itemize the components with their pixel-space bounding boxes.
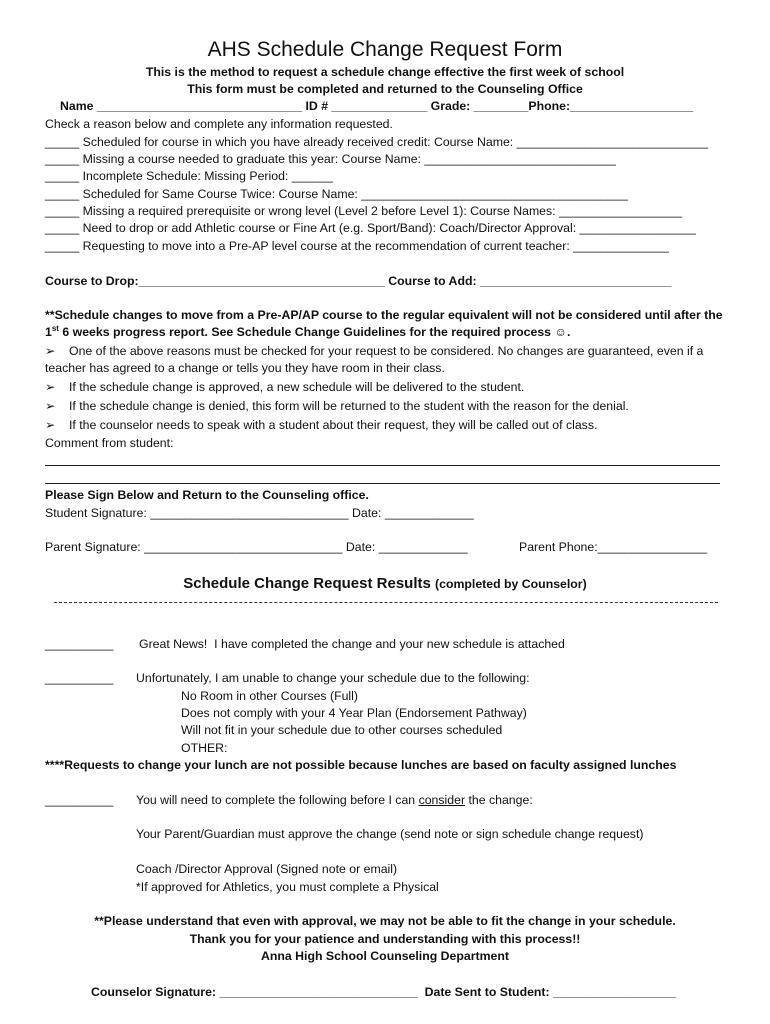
footer-note: **Please understand that even with approval, we may not be able to fit the change in your schedule. (94, 914, 676, 928)
reasons-instruction: Check a reason below and complete any information requested. (45, 117, 393, 131)
reason-item[interactable]: _____ Need to drop or add Athletic course or Fine Art (e.g. Sport/Band): Coach/Director Approval: _________________ (45, 221, 696, 235)
result-option-denied: Unfortunately, I am unable to change your schedule due to the following: (136, 671, 530, 685)
comment-line[interactable] (45, 465, 720, 466)
result-check-blank[interactable]: __________ (45, 637, 114, 651)
reason-item[interactable]: _____ Requesting to move into a Pre-AP level course at the recommendation of current teacher: ______________ (45, 239, 669, 253)
bullet-item: ➢ If the counselor needs to speak with a student about their request, they will be called out of class. (45, 418, 598, 432)
bullet-item: ➢ If the schedule change is denied, this form will be returned to the student with the reason for the denial. (45, 399, 629, 413)
bullet-item: ➢ If the schedule change is approved, a new schedule will be delivered to the student. (45, 380, 525, 394)
result-option-pending: You will need to complete the following before I can consider the change: (136, 793, 533, 807)
arrow-bullet-icon: ➢ (45, 418, 56, 432)
student-signature-field[interactable]: Student Signature: _____________________________ Date: _____________ (45, 506, 474, 520)
denial-reason: Will not fit in your schedule due to other courses scheduled (181, 723, 503, 737)
result-option-approved: Great News! I have completed the change and your new schedule is attached (139, 637, 565, 651)
lunch-note: ****Requests to change your lunch are not possible because lunches are based on faculty assigned lunches (45, 758, 677, 772)
reason-item[interactable]: _____ Missing a required prerequisite or wrong level (Level 2 before Level 1): Course Names: __________________ (45, 204, 683, 218)
course-drop-add-fields[interactable]: Course to Drop:____________________________________ Course to Add: ____________________________ (45, 274, 672, 288)
parent-phone-field[interactable]: Parent Phone:________________ (519, 540, 708, 554)
reason-item[interactable]: _____ Incomplete Schedule: Missing Period: ______ (45, 169, 333, 183)
denial-reason: Does not comply with your 4 Year Plan (Endorsement Pathway) (181, 706, 527, 720)
parent-signature-field[interactable]: Parent Signature: _____________________________ Date: _____________ (45, 540, 468, 554)
comment-line[interactable] (45, 483, 720, 484)
requirement-item: Your Parent/Guardian must approve the change (send note or sign schedule change request) (136, 827, 644, 841)
reason-item[interactable]: _____ Missing a course needed to graduate this year: Course Name: ____________________________ (45, 152, 616, 166)
results-heading: Schedule Change Request Results (completed by Counselor) (183, 575, 587, 592)
pre-ap-notice: **Schedule changes to move from a Pre-AP/AP course to the regular equivalent will not be considered until after the (45, 308, 723, 322)
arrow-bullet-icon: ➢ (45, 344, 56, 358)
sign-heading: Please Sign Below and Return to the Counseling office. (45, 488, 369, 502)
arrow-bullet-icon: ➢ (45, 380, 56, 394)
denial-reason: OTHER: (181, 741, 228, 755)
bullet-item: ➢ One of the above reasons must be checked for your request to be considered. No changes are guaranteed, even if a (45, 344, 704, 358)
denial-reason: No Room in other Courses (Full) (181, 689, 358, 703)
form-subtitle-2: This form must be completed and returned to the Counseling Office (187, 82, 583, 96)
bullet-item-cont: teacher has agreed to a change or tells you they have room in their class. (45, 361, 445, 375)
student-info-fields[interactable]: Name ______________________________ ID # ______________ Grade: ________Phone:__________________ (60, 99, 694, 113)
requirement-item: Coach /Director Approval (Signed note or email) (136, 862, 398, 876)
form-title: AHS Schedule Change Request Form (207, 38, 563, 61)
dashed-divider (54, 602, 718, 603)
arrow-bullet-icon: ➢ (45, 399, 56, 413)
reason-item[interactable]: _____ Scheduled for course in which you have already received credit: Course Name: ____________________________ (45, 135, 709, 149)
result-check-blank[interactable]: __________ (45, 671, 114, 685)
counselor-signature-field[interactable]: Counselor Signature: _____________________________ Date Sent to Student: __________________ (91, 985, 677, 999)
comment-label: Comment from student: (45, 436, 174, 450)
reason-item[interactable]: _____ Scheduled for Same Course Twice: Course Name: _______________________________________ (45, 187, 628, 201)
footer-department: Anna High School Counseling Department (261, 949, 509, 963)
pre-ap-notice-cont: 1st 6 weeks progress report. See Schedule Change Guidelines for the required process ☺. (45, 323, 571, 339)
form-subtitle-1: This is the method to request a schedule change effective the first week of school (145, 65, 625, 79)
requirement-item: *If approved for Athletics, you must complete a Physical (136, 880, 439, 894)
result-check-blank[interactable]: __________ (45, 793, 114, 807)
footer-thanks: Thank you for your patience and understanding with this process!! (189, 932, 581, 946)
